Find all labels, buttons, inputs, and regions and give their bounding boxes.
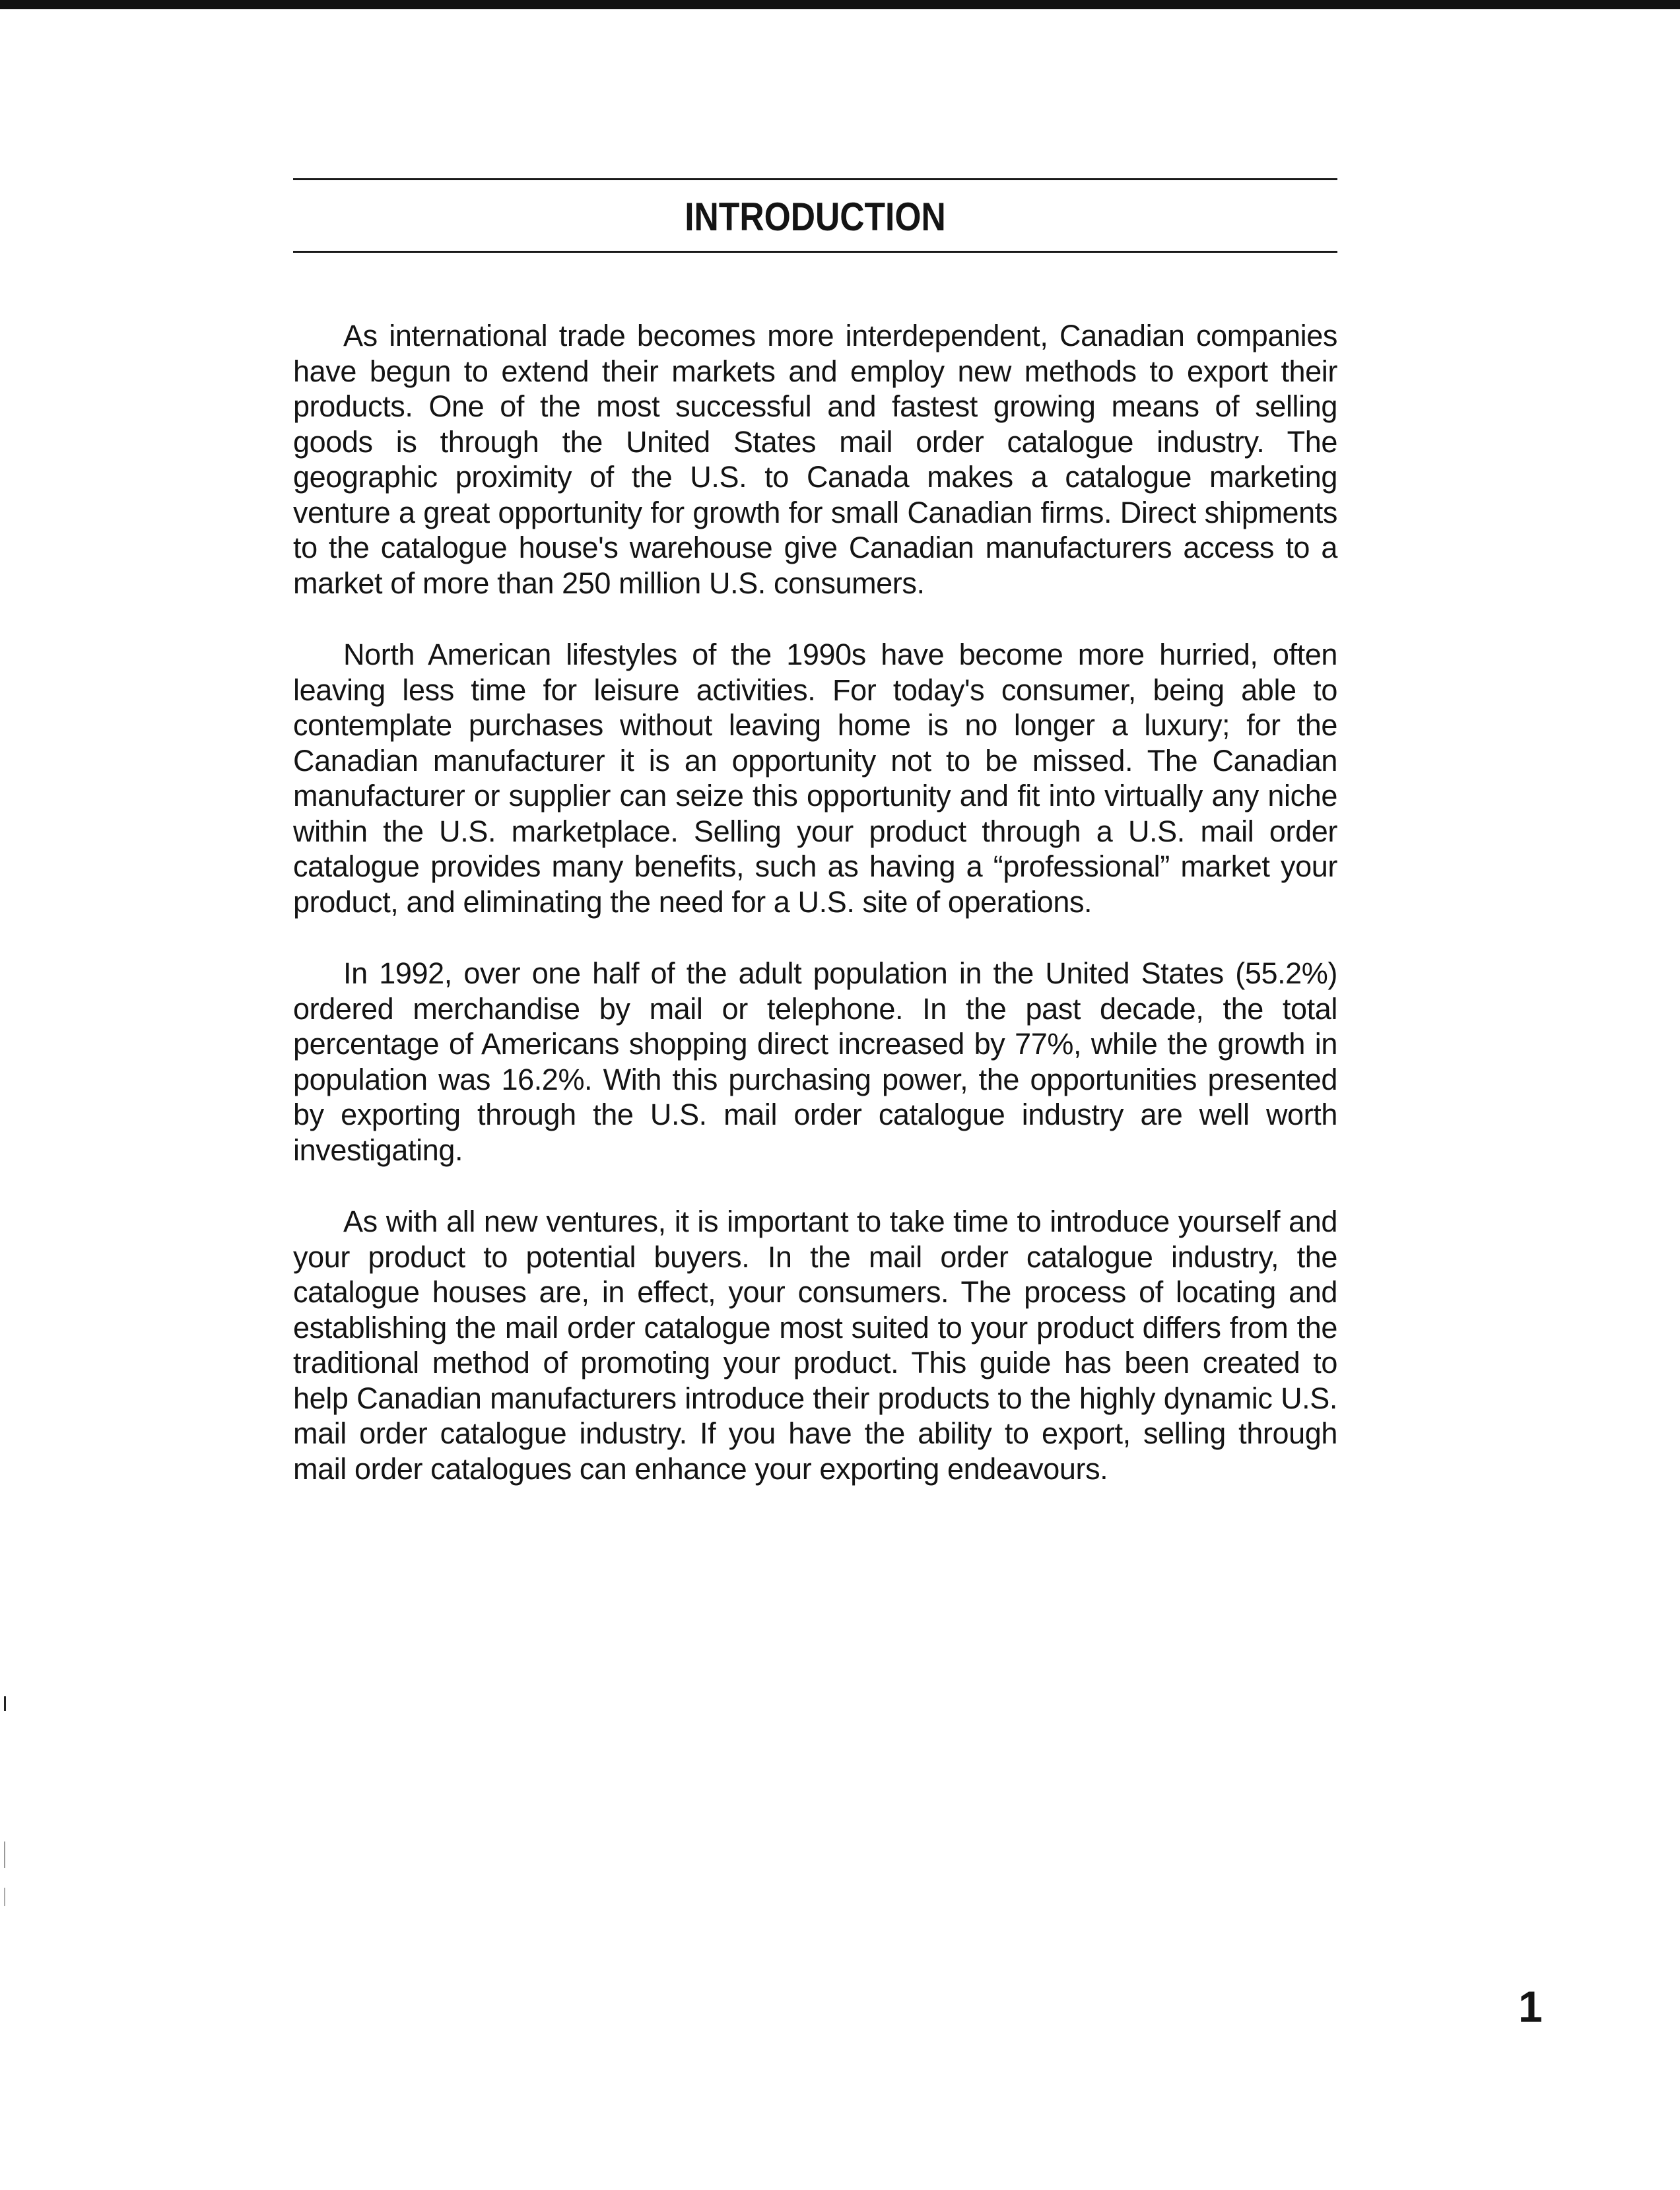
paragraph-4: As with all new ventures, it is important to take time to introduce yourself and your product to potential buyers. In the mail order catalogue industry, the catalogue houses are, in effect, your consumers. The process of locating and establishing the mail order catalogue most suited to your product differs from the traditional method of promoting your product. This guide has been created to help Canadian manufacturers introduce their products to the highly dynamic U.S. mail order catalogue industry. If you have the ability to export, selling through mail order catalogues can enhance your exporting endeavours. [293, 1205, 1337, 1486]
paragraph-2: North American lifestyles of the 1990s have become more hurried, often leaving less time for leisure activities. For today's consumer, being able to contemplate purchases without leaving home is no longer a luxury; for the Canadian manufacturer it is an opportunity not to be missed. The Canadian manufacturer or supplier can seize this opportunity and fit into virtually any niche within the U.S. marketplace. Selling your product through a U.S. mail order catalogue provides many benefits, such as having a “professional” market your product, and eliminating the need for a U.S. site of operations. [293, 638, 1337, 919]
scan-speck [4, 1888, 5, 1906]
page-number: 1 [1518, 1982, 1543, 2031]
heading-rule-top [293, 178, 1337, 180]
heading-rule-bottom [293, 251, 1337, 253]
section-heading [293, 178, 1337, 255]
scan-top-edge [0, 0, 1680, 9]
scan-speck [4, 1842, 5, 1868]
document-page [293, 178, 1337, 1523]
scan-speck [4, 1696, 6, 1711]
paragraph-1: As international trade becomes more interdependent, Canadian companies have begun to extend their markets and employ new methods to export their products. One of the most successful and fastest growing means of selling goods is through the United States mail order catalogue industry. The geographic proximity of the U.S. to Canada makes a catalogue marketing venture a great opportunity for growth for small Canadian firms. Direct shipments to the catalogue house's warehouse give Canadian manufacturers access to a market of more than 250 million U.S. consumers. [293, 319, 1337, 600]
paragraph-3: In 1992, over one half of the adult population in the United States (55.2%) ordered merchandise by mail or telephone. In the past decade, the total percentage of Americans shopping direct increased by 77%, while the growth in population was 16.2%. With this purchasing power, the opportunities presented by exporting through the U.S. mail order catalogue industry are well worth investigating. [293, 956, 1337, 1167]
page-title: INTRODUCTION [685, 195, 946, 239]
body-text [293, 318, 1337, 1486]
